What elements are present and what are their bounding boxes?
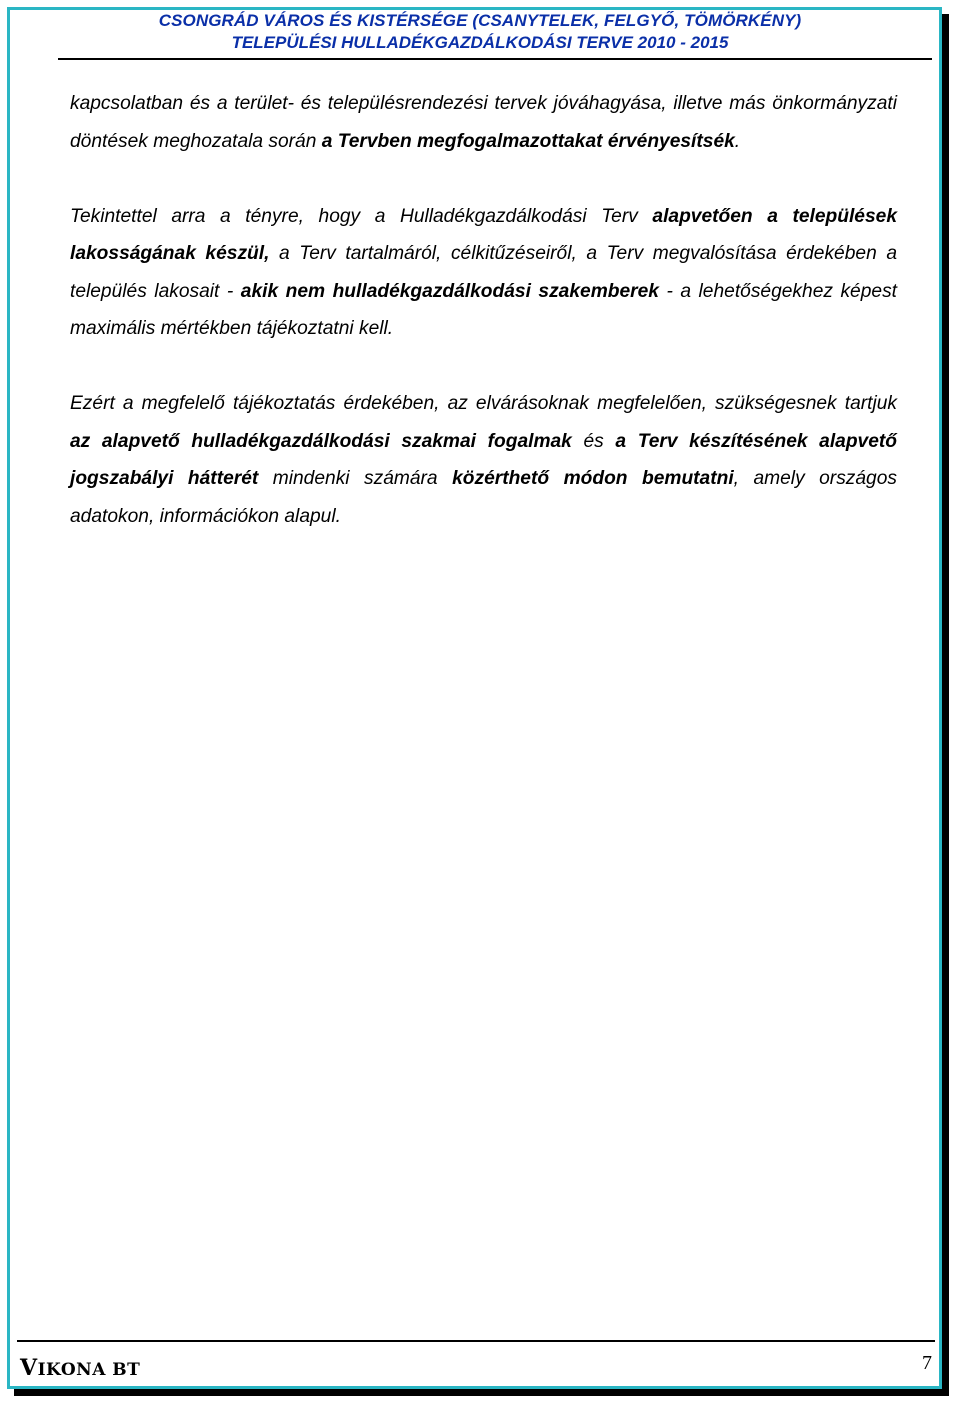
header-title-line1: CSONGRÁD VÁROS ÉS KISTÉRSÉGE (CSANYTELEK, FELGYŐ, TÖMÖRKÉNY) <box>158 11 802 30</box>
bold-text-run: a Tervben megfogalmazottakat érvényesítsék <box>321 130 735 152</box>
footer-divider <box>17 1340 935 1342</box>
text-run: a Terv tartalmáról, célkitűzéseiről, a Terv megvalósítása érdekében a település lakosait - <box>70 243 897 302</box>
bold-text-run: alapvetően a települések lakosságának készül, <box>70 205 897 264</box>
document-body <box>70 85 897 573</box>
text-run: és <box>571 430 616 452</box>
text-run: Tekintettel arra a tényre, hogy a Hulladékgazdálkodási Terv <box>70 205 653 227</box>
text-run: mindenki számára <box>258 468 453 489</box>
text-run: , amely országos adatokon, információkon alapul. <box>70 468 897 527</box>
bold-text-run: a Terv készítésének alapvető jogszabályi hátterét <box>70 430 898 489</box>
paragraph <box>70 85 897 160</box>
company-name-rest: IKONA BT <box>37 1360 141 1380</box>
paragraph <box>70 385 897 535</box>
paragraph <box>70 198 897 348</box>
text-run: Ezért a megfelelő tájékoztatás érdekében, az elvárásoknak megfelelően, szükségesnek tartjuk <box>70 393 897 414</box>
header-title-line2: TELEPÜLÉSI HULLADÉKGAZDÁLKODÁSI TERVE 2010 - 2015 <box>231 33 729 52</box>
document-header <box>0 10 960 54</box>
bold-text-run: akik nem hulladékgazdálkodási szakemberek <box>240 280 659 302</box>
text-run: kapcsolatban és a terület- és településrendezési tervek jóváhagyása, illetve más önkormányzati döntések meghozatala során <box>70 93 897 152</box>
text-run: - a lehetőségekhez képest maximális mértékben tájékoztatni kell. <box>70 280 897 339</box>
header-divider <box>58 58 932 60</box>
page-number: 7 <box>922 1352 932 1374</box>
text-run: . <box>734 130 741 152</box>
bold-text-run: az alapvető hulladékgazdálkodási szakmai fogalmak <box>70 430 572 452</box>
company-initial: V <box>20 1355 38 1381</box>
footer-company-name <box>20 1355 140 1381</box>
bold-text-run: közérthető módon bemutatni <box>452 468 734 489</box>
